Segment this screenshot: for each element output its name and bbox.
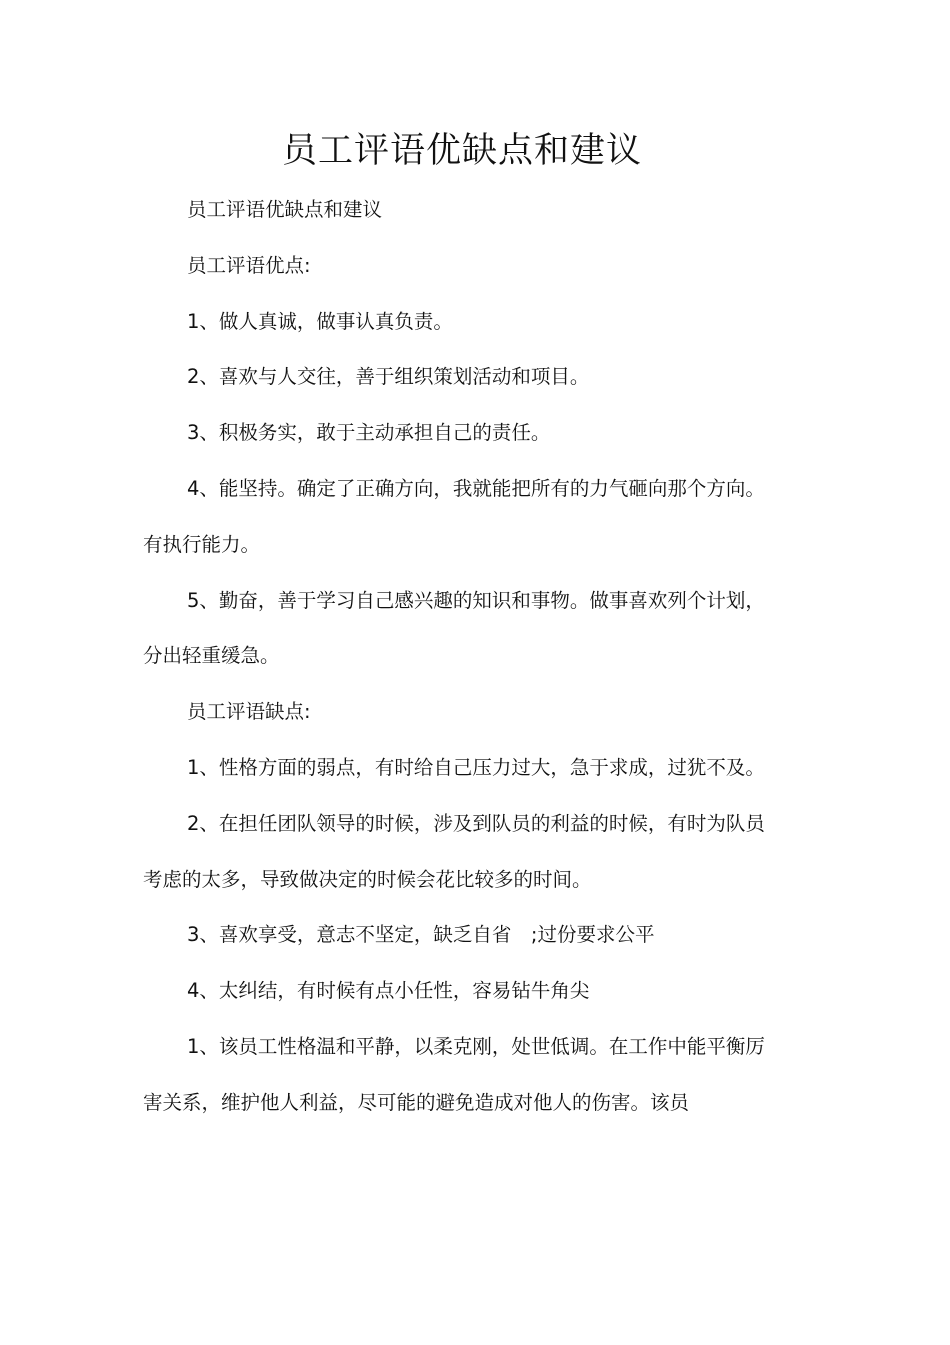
document-title: 员工评语优缺点和建议 — [281, 131, 642, 171]
paragraph: 1、做人真诚，做事认真负责。 — [187, 309, 453, 333]
paragraph: 员工评语优点: — [187, 253, 311, 277]
paragraph: 5、勤奋，善于学习自己感兴趣的知识和事物。做事喜欢列个计划，分出轻重缓急。 — [143, 588, 765, 668]
paragraph: 2、在担任团队领导的时候，涉及到队员的利益的时候，有时为队员考虑的太多，导致做决定的时候会花比较多的时间。 — [143, 811, 765, 891]
paragraph: 1、该员工性格温和平静，以柔克刚，处世低调。在工作中能平衡厉害关系，维护他人利益，尽可能的避免造成对他人的伤害。该员 — [143, 1034, 765, 1114]
paragraph: 2、喜欢与人交往，善于组织策划活动和项目。 — [187, 365, 590, 389]
paragraph: 4、能坚持。确定了正确方向，我就能把所有的力气砸向那个方向。有执行能力。 — [143, 476, 765, 556]
paragraph: 1、性格方面的弱点，有时给自己压力过大，急于求成，过犹不及。 — [187, 755, 765, 779]
paragraph: 员工评语缺点: — [187, 700, 311, 724]
paragraph: 员工评语优缺点和建议 — [187, 198, 383, 221]
document-body — [143, 182, 773, 1131]
paragraph: 3、积极务实，敢于主动承担自己的责任。 — [187, 421, 551, 445]
paragraph: 4、太纠结，有时候有点小任性，容易钻牛角尖 — [187, 979, 590, 1003]
paragraph: 3、喜欢享受，意志不坚定，缺乏自省 ;过份要求公平 — [187, 923, 655, 947]
